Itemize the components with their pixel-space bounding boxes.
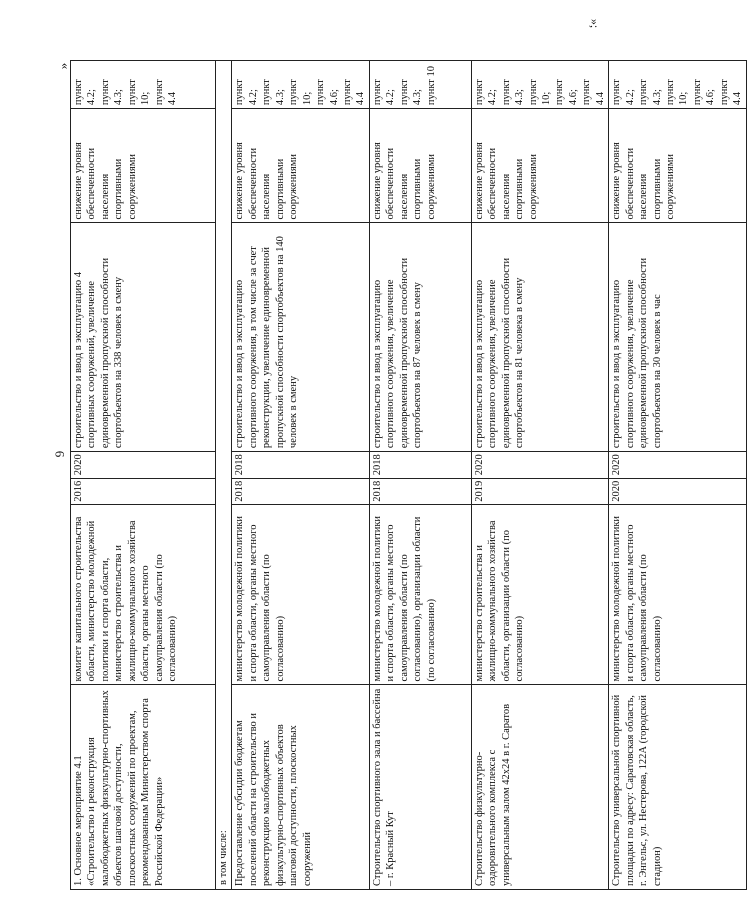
measure-executor: министерство молодежной политики и спорта области, органы местного самоуправления области (по согласованию)	[232, 505, 369, 685]
measure-result: строительство и ввод в эксплуатацию спортивного сооружения, увеличение единовременной пропускной способности спортобъектов на 87 человек в смену	[369, 223, 471, 452]
measure-points: пункт 4.2; пункт 4.3; пункт 10; пункт 4.4	[71, 61, 216, 109]
measure-executor: министерство молодежной политики и спорта области, органы местного самоуправления области (по согласованию), организации области (по согласованию)	[369, 505, 471, 685]
year-end: 2020	[71, 452, 216, 478]
measure-executor: министерство строительства и жилищно-коммунального хозяйства области, организации области (по согласованию)	[471, 505, 608, 685]
measure-problem: снижение уровня обеспеченности населения спортивными сооружениями	[369, 109, 471, 223]
opening-quote-mark: «	[58, 62, 74, 70]
year-end: 2018	[232, 452, 369, 478]
closing-quote-mark: »;	[588, 18, 603, 29]
page-number: 6	[52, 450, 68, 458]
table-row	[71, 61, 216, 890]
measure-result: строительство и ввод в эксплуатацию спортивного сооружения, в том числе за счет реконструкции, увеличение единовременной пропускной способности спортобъектов на 140 человек в смену	[232, 223, 369, 452]
measure-title: 1. Основное мероприятие 4.1 «Строительство и реконструкция малобюджетных физкультурно-спортивных объектов шаговой доступности, плоскостных сооружений по проектам, рекомендованным Министерством спорта Российской Федерации»	[71, 685, 216, 890]
table-row	[232, 61, 369, 890]
measure-problem: снижение уровня обеспеченности населения спортивными сооружениями	[71, 109, 216, 223]
year-start: 2018	[369, 478, 471, 504]
year-end: 2018	[369, 452, 471, 478]
measure-title: Строительство спортивного зала и бассейна – г. Красный Кут	[369, 685, 471, 890]
measure-points: пункт 4.2; пункт 4.3; пункт 10; пункт 4.6; пункт 4.4	[609, 61, 746, 109]
table-row	[609, 61, 746, 890]
measure-result: строительство и ввод в эксплуатацию спортивного сооружения, увеличение единовременной пропускной способности спортобъектов на 30 человек в час	[609, 223, 746, 452]
measure-executor: комитет капитального строительства области, министерство молодежной политики и спорта области, министерство строительства и жилищно-коммунального хозяйства области, органы местного самоуправления области (по согласованию)	[71, 505, 216, 685]
table-row	[216, 61, 232, 890]
measure-problem: снижение уровня обеспеченности населения спортивными сооружениями	[609, 109, 746, 223]
measure-problem: снижение уровня обеспеченности населения спортивными сооружениями	[471, 109, 608, 223]
measure-problem: снижение уровня обеспеченности населения спортивными сооружениями	[232, 109, 369, 223]
year-start: 2020	[609, 478, 746, 504]
measure-title: Строительство универсальной спортивной площадки по адресу: Саратовская область, г. Энгельс, ул. Нестерова, 122А (городской стадион)	[609, 685, 746, 890]
subheading-row: в том числе:	[216, 61, 232, 890]
program-measures-table	[70, 60, 747, 890]
year-start: 2018	[232, 478, 369, 504]
year-start: 2019	[471, 478, 608, 504]
table-row	[471, 61, 608, 890]
measure-result: строительство и ввод в эксплуатацию 4 спортивных сооружений, увеличение единовременной пропускной способности спортобъектов на 338 человек в смену	[71, 223, 216, 452]
measure-points: пункт 4.2; пункт 4.3; пункт 10; пункт 4.6; пункт 4.4	[471, 61, 608, 109]
rotated-table-container	[70, 60, 744, 890]
measure-points: пункт 4.2; пункт 4.3; пункт 10	[369, 61, 471, 109]
year-start: 2016	[71, 478, 216, 504]
year-end: 2020	[609, 452, 746, 478]
measure-points: пункт 4.2; пункт 4.3; пункт 10; пункт 4.6; пункт 4.4	[232, 61, 369, 109]
measure-title: Строительство физкультурно-оздоровительного комплекса с универсальным залом 42х24 в г. Саратов	[471, 685, 608, 890]
measure-title: Предоставление субсидии бюджетам поселений области на строительство и реконструкцию малобюджетных физкультурно-спортивных объектов шаговой доступности, плоскостных сооружений	[232, 685, 369, 890]
year-end: 2020	[471, 452, 608, 478]
measure-result: строительство и ввод в эксплуатацию спортивного сооружения, увеличение единовременной пропускной способности спортобъектов на 81 человека в смену	[471, 223, 608, 452]
table-row	[369, 61, 471, 890]
measure-executor: министерство молодежной политики и спорта области, органы местного самоуправления области (по согласованию)	[609, 505, 746, 685]
